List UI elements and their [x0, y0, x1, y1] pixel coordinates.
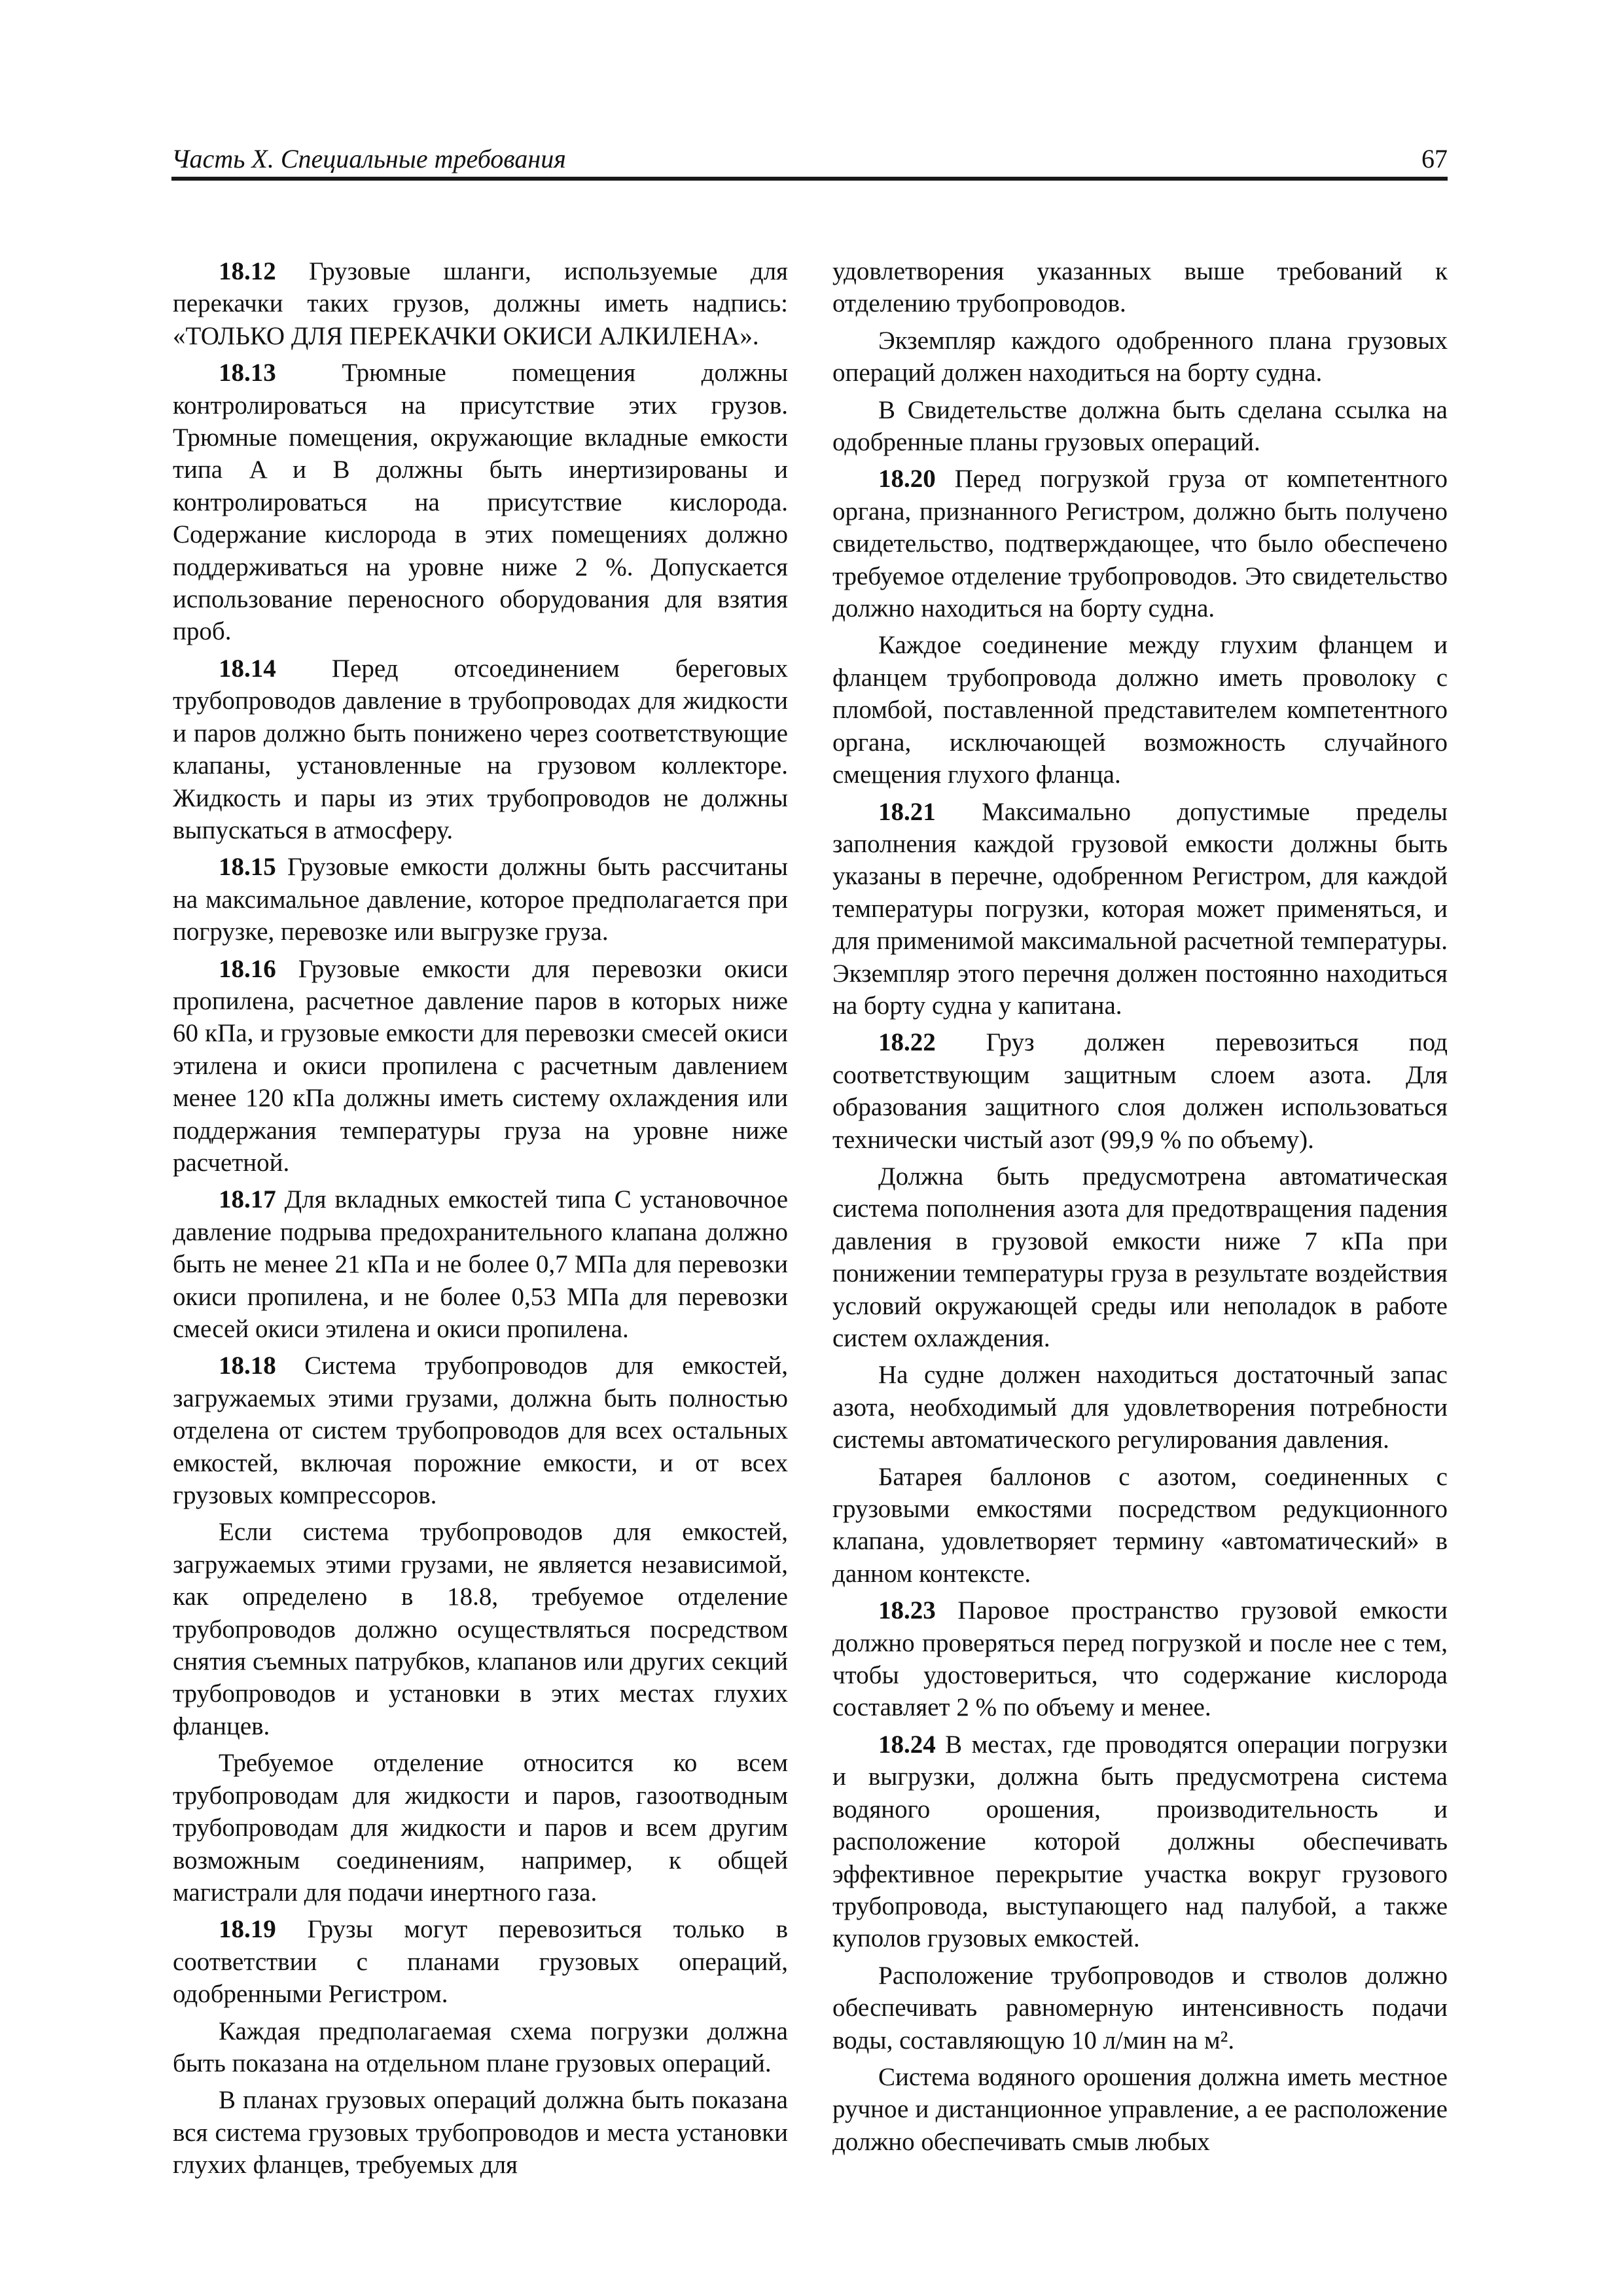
clause-number: 18.19: [219, 1915, 276, 1944]
paragraph-text: Требуемое отделение относится ко всем трубопроводам для жидкости и паров, газоотводным трубопроводам для жидкости и паров и всем другим возможным соединениям, например, к общей магистрали для подачи инертного газа.: [173, 1749, 788, 1907]
paragraph-text: Экземпляр каждого одобренного плана грузовых операций должен находиться на борту судна.: [832, 326, 1448, 387]
paragraph: [173, 851, 788, 948]
paragraph-text: Грузовые емкости для перевозки окиси пропилена, расчетное давление паров в которых ниже 60 кПа, и грузовые емкости для перевозки смесей окиси этилена и окиси пропилена с расчетным давлением менее 120 кПа должны иметь систему охлаждения или поддержания температуры груза на уровне ниже расчетной.: [173, 954, 788, 1177]
clause-number: 18.13: [219, 359, 276, 387]
paragraph-text: В местах, где проводятся операции погрузки и выгрузки, должна быть предусмотрена система водяного орошения, производительность и расположение которой должны обеспечивать эффективное перекрытие участка вокруг грузового трубопровода, выступающего над палубой, а также куполов грузовых емкостей.: [832, 1730, 1448, 1953]
clause-number: 18.20: [878, 465, 936, 493]
paragraph-text: Система трубопроводов для емкостей, загружаемых этими грузами, должна быть полностью отделена от систем трубопроводов для всех остальных емкостей, включая порожние емкости, и от всех грузовых компрессоров.: [173, 1352, 788, 1510]
paragraph-text: удовлетворения указанных выше требований к отделению трубопроводов.: [832, 257, 1448, 318]
paragraph: [173, 2084, 788, 2181]
paragraph: [173, 1183, 788, 1345]
paragraph: [832, 325, 1448, 389]
page-number: 67: [1421, 144, 1448, 173]
left-text-column: [173, 255, 788, 2186]
paragraph: [173, 357, 788, 648]
paragraph-text: Паровое пространство грузовой емкости должно проверяться перед погрузкой и после нее с тем, чтобы удостовериться, что содержание кислорода составляет 2 % по объему и менее.: [832, 1596, 1448, 1722]
paragraph: [832, 1160, 1448, 1354]
right-text-column: [832, 255, 1448, 2162]
paragraph-text: Для вкладных емкостей типа C установочное давление подрыва предохранительного клапана должно быть не менее 21 кПа и не более 0,7 МПа для перевозки окиси пропилена, и не более 0,53 МПа для перевозки смесей окиси этилена и окиси пропилена.: [173, 1185, 788, 1343]
paragraph: [832, 796, 1448, 1022]
clause-number: 18.16: [219, 954, 276, 983]
paragraph-text: Перед отсоединением береговых трубопроводов давление в трубопроводах для жидкости и паров должно быть понижено через соответствующие клапаны, установленные на грузовом коллекторе. Жидкость и пары из этих трубопроводов не должны выпускаться в атмосферу.: [173, 654, 788, 844]
paragraph-text: Максимально допустимые пределы заполнения каждой грузовой емкости должны быть указаны в перечне, одобренном Регистром, для каждой температуры погрузки, которая может применяться, и для применимой максимальной расчетной температуры. Экземпляр этого перечня должен постоянно находиться на борту судна у капитана.: [832, 797, 1448, 1020]
paragraph: [173, 1516, 788, 1742]
paragraph: [832, 463, 1448, 624]
paragraph-text: Система водяного орошения должна иметь местное ручное и дистанционное управление, а ее расположение должно обеспечивать смыв любых: [832, 2062, 1448, 2156]
paragraph: [173, 1350, 788, 1511]
clause-number: 18.24: [878, 1730, 936, 1759]
running-header: [171, 143, 1448, 181]
paragraph: [173, 953, 788, 1179]
paragraph-text: Грузы могут перевозиться только в соответствии с планами грузовых операций, одобренными Регистром.: [173, 1915, 788, 2009]
clause-number: 18.21: [878, 797, 936, 826]
paragraph: [173, 1913, 788, 2010]
paragraph-text: Расположение трубопроводов и стволов должно обеспечивать равномерную интенсивность подачи воды, составляющую 10 л/мин на м².: [832, 1961, 1448, 2054]
paragraph-text: Каждое соединение между глухим фланцем и фланцем трубопровода должно иметь проволоку с пломбой, поставленной представителем компетентного органа, исключающей возможность случайного смещения глухого фланца.: [832, 631, 1448, 789]
paragraph-text: Грузовые емкости должны быть рассчитаны на максимальное давление, которое предполагается при погрузке, перевозке или выгрузке груза.: [173, 853, 788, 946]
paragraph: [832, 1461, 1448, 1590]
paragraph-text: Перед погрузкой груза от компетентного органа, признанного Регистром, должно быть получено свидетельство, подтверждающее, что было обеспечено требуемое отделение трубопроводов. Это свидетельство должно находиться на борту судна.: [832, 465, 1448, 623]
paragraph-text: Груз должен перевозиться под соответствующим защитным слоем азота. Для образования защитного слоя должен использоваться технически чистый азот (99,9 % по объему).: [832, 1028, 1448, 1154]
paragraph: [832, 255, 1448, 320]
paragraph: [173, 653, 788, 846]
clause-number: 18.18: [219, 1352, 276, 1380]
paragraph: [832, 629, 1448, 791]
paragraph-text: Грузовые шланги, используемые для перекачки таких грузов, должны иметь надпись: «ТОЛЬКО ДЛЯ ПЕРЕКАЧКИ ОКИСИ АЛКИЛЕНА».: [173, 257, 788, 350]
paragraph: [832, 1594, 1448, 1724]
clause-number: 18.15: [219, 853, 276, 882]
clause-number: 18.17: [219, 1185, 276, 1214]
paragraph: [832, 1359, 1448, 1456]
paragraph: [832, 1026, 1448, 1156]
paragraph-text: Каждая предполагаемая схема погрузки должна быть показана на отдельном плане грузовых операций.: [173, 2017, 788, 2077]
paragraph-text: Трюмные помещения должны контролироваться на присутствие этих грузов. Трюмные помещения, окружающие вкладные емкости типа A и B должны быть инертизированы и контролироваться на присутствие кислорода. Содержание кислорода в этих помещениях должно поддерживаться на уровне ниже 2 %. Допускается использование переносного оборудования для взятия проб.: [173, 359, 788, 646]
clause-number: 18.14: [219, 654, 276, 683]
paragraph: [832, 1729, 1448, 1955]
clause-number: 18.12: [219, 257, 276, 285]
paragraph: [832, 1960, 1448, 2056]
paragraph-text: Должна быть предусмотрена автоматическая система пополнения азота для предотвращения падения давления в грузовой емкости ниже 7 кПа при понижении температуры груза в результате воздействия условий окружающей среды или неполадок в работе систем охлаждения.: [832, 1162, 1448, 1352]
paragraph-text: Если система трубопроводов для емкостей, загружаемых этими грузами, не является независимой, как определено в 18.8, требуемое отделение трубопроводов должно осуществляться посредством снятия съемных патрубков, клапанов или других секций трубопроводов и установки в этих местах глухих фланцев.: [173, 1518, 788, 1740]
paragraph-text: В планах грузовых операций должна быть показана вся система грузовых трубопроводов и места установки глухих фланцев, требуемых для: [173, 2086, 788, 2179]
paragraph-text: На судне должен находиться достаточный запас азота, необходимый для удовлетворения потребности системы автоматического регулирования давления.: [832, 1361, 1448, 1454]
paragraph-text: Батарея баллонов с азотом, соединенных с грузовыми емкостями посредством редукционного клапана, удовлетворяет термину «автоматический» в данном контексте.: [832, 1462, 1448, 1588]
clause-number: 18.23: [878, 1596, 936, 1625]
clause-number: 18.22: [878, 1028, 936, 1057]
paragraph: [832, 2061, 1448, 2158]
paragraph: [173, 2015, 788, 2080]
paragraph: [173, 255, 788, 352]
paragraph-text: В Свидетельстве должна быть сделана ссылка на одобренные планы грузовых операций.: [832, 395, 1448, 457]
paragraph: [173, 1747, 788, 1909]
paragraph: [832, 394, 1448, 459]
section-title: Часть X. Специальные требования: [171, 144, 566, 173]
